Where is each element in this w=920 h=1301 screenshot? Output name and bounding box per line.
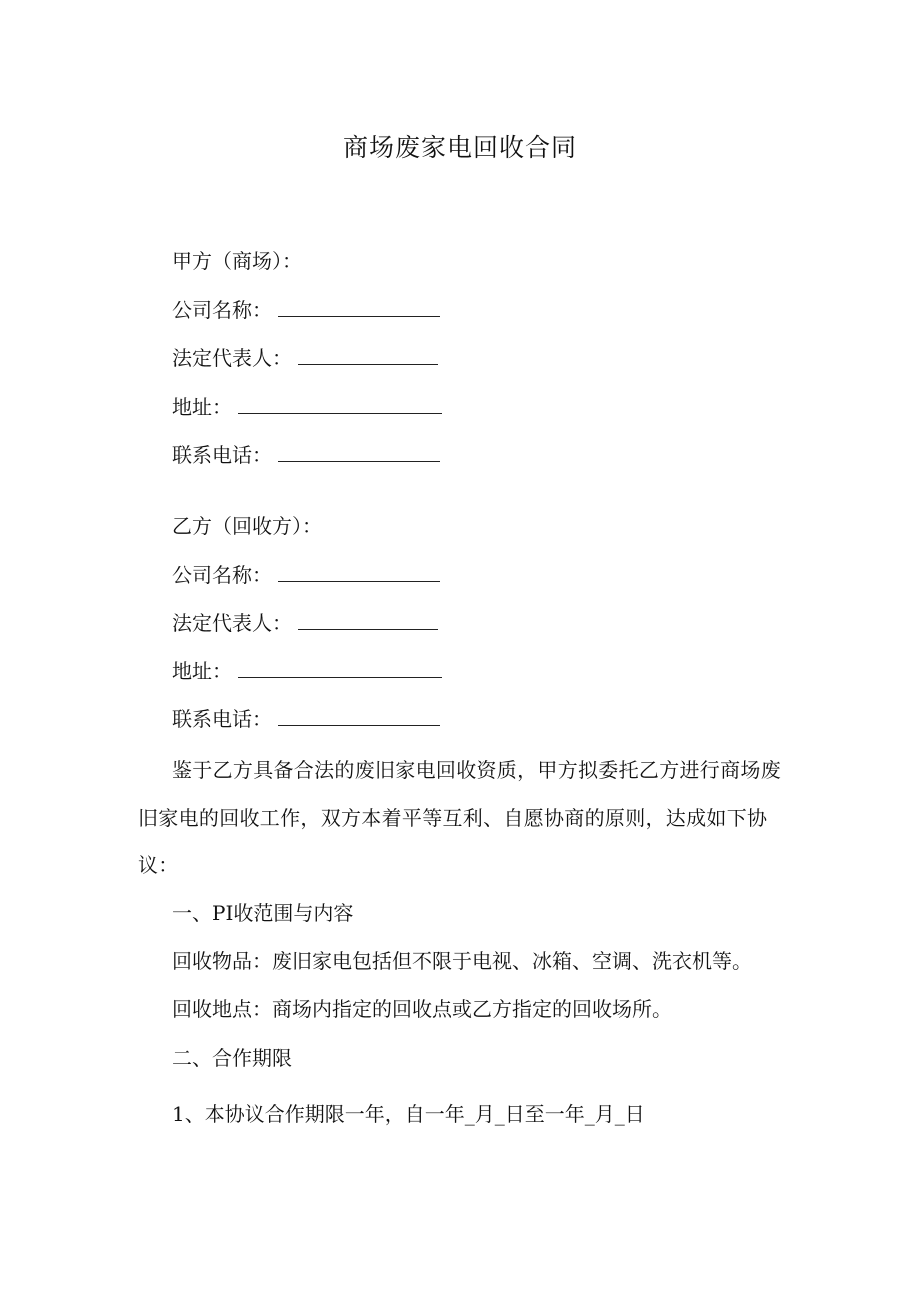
party-b-company-name-field: [172, 560, 440, 590]
party-b-phone-blank: [278, 705, 440, 726]
party-a-address-label: 地址：: [172, 395, 232, 419]
party-a-phone-blank: [278, 441, 440, 462]
party-b-phone-label: 联系电话：: [172, 707, 272, 731]
document-title: 商场废家电回收合同: [342, 133, 577, 162]
party-a-company-name-field: [172, 295, 440, 325]
party-b-address-field: [172, 656, 442, 686]
party-a-legal-rep-blank: [298, 344, 438, 365]
party-a-phone-field: [172, 440, 440, 470]
section-1-item-goods: 回收物品：废旧家电包括但不限于电视、冰箱、空调、洗衣机等。: [172, 949, 752, 973]
party-a-company-name-label: 公司名称：: [172, 298, 272, 322]
preamble-paragraph: 鉴于乙方具备合法的废旧家电回收资质，甲方拟委托乙方进行商场废旧家电的回收工作，双方本着平等互利、自愿协商的原则，达成如下协议：: [138, 758, 781, 877]
party-b-phone-field: [172, 704, 440, 734]
section-1-item-location: 回收地点：商场内指定的回收点或乙方指定的回收场所。: [172, 997, 672, 1021]
party-a-address-field: [172, 392, 442, 422]
party-a-phone-label: 联系电话：: [172, 443, 272, 467]
party-a-legal-rep-label: 法定代表人：: [172, 346, 292, 370]
section-1-heading: 一、PI收范围与内容: [172, 901, 354, 925]
party-b-legal-rep-blank: [298, 609, 438, 630]
party-b-address-blank: [238, 657, 442, 678]
party-b-legal-rep-label: 法定代表人：: [172, 611, 292, 635]
party-a-legal-rep-field: [172, 343, 438, 373]
party-b-address-label: 地址：: [172, 659, 232, 683]
section-2-clause-1: 1、本协议合作期限一年，自一年_月_日至一年_月_日: [172, 1102, 645, 1126]
party-b-legal-rep-field: [172, 608, 438, 638]
party-b-heading: 乙方（回收方）：: [172, 514, 322, 538]
party-a-address-blank: [238, 393, 442, 414]
party-b-company-name-label: 公司名称：: [172, 563, 272, 587]
section-2-heading: 二、合作期限: [172, 1046, 292, 1070]
party-a-heading: 甲方（商场）：: [172, 249, 302, 273]
party-a-company-name-blank: [278, 296, 440, 317]
party-b-company-name-blank: [278, 561, 440, 582]
